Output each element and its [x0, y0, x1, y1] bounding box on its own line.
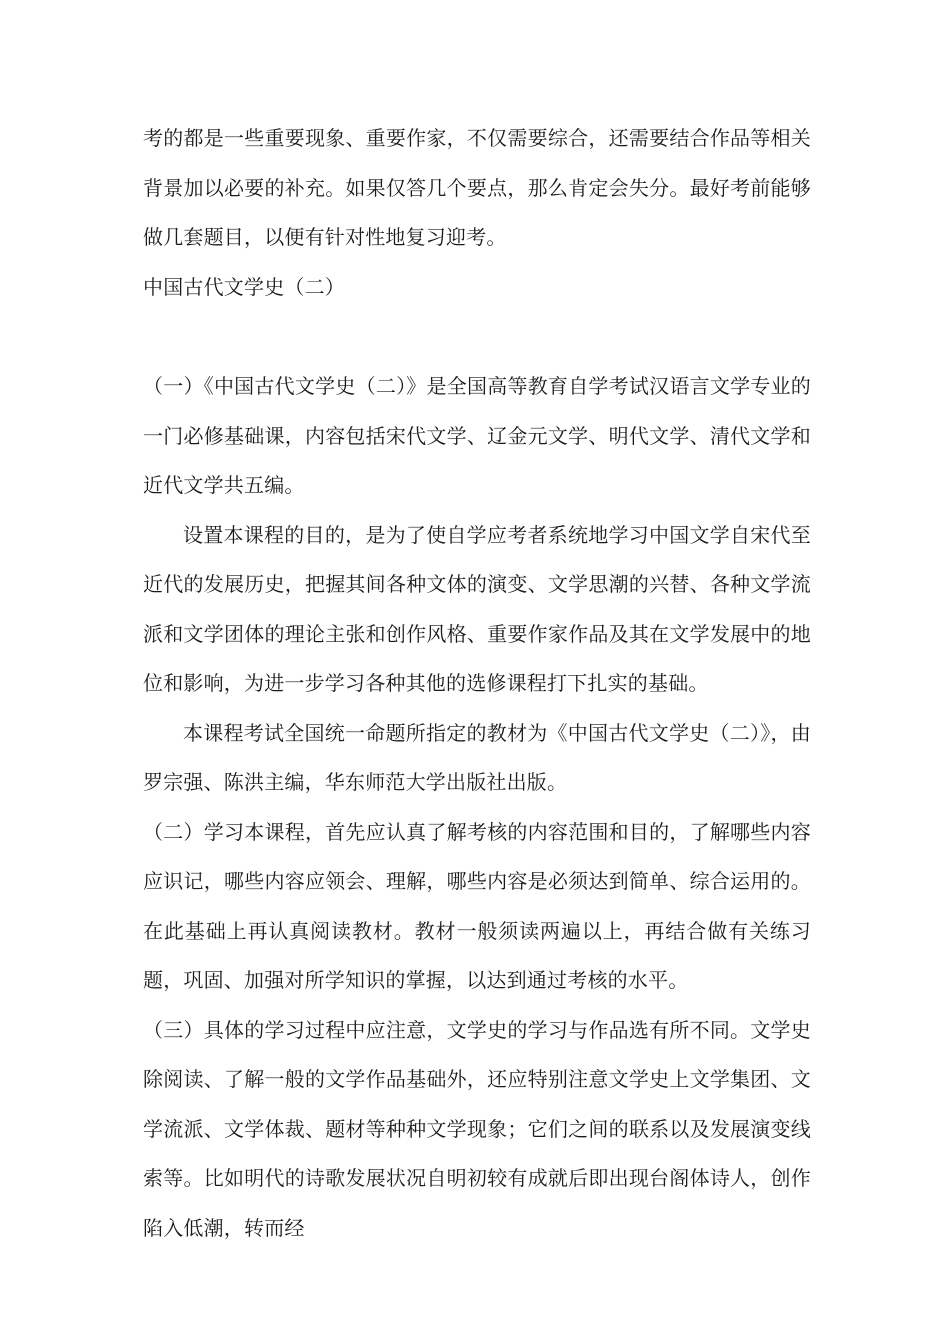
paragraph-textbook: 本课程考试全国统一命题所指定的教材为《中国古代文学史（二）》，由罗宗强、陈洪主编，华东师范大学出版社出版。: [143, 720, 811, 794]
paragraph-continuation: 考的都是一些重要现象、重要作家，不仅需要综合，还需要结合作品等相关背景加以必要的补充。如果仅答几个要点，那么肯定会失分。最好考前能够做几套题目，以便有针对性地复习迎考。: [143, 126, 811, 249]
blank-line: [143, 312, 811, 362]
paragraph-attention: （三）具体的学习过程中应注意，文学史的学习与作品选有所不同。文学史除阅读、了解一般的文学作品基础外，还应特别注意文学史上文学集团、文学流派、文学体裁、题材等种种文学现象；它们之间的联系以及发展演变线索等。比如明代的诗歌发展状况自明初较有成就后即出现台阁体诗人，创作陷入低潮，转而经: [143, 1017, 811, 1240]
paragraph-study-method: （二）学习本课程，首先应认真了解考核的内容范围和目的，了解哪些内容应识记，哪些内容应领会、理解，哪些内容是必须达到简单、综合运用的。在此基础上再认真阅读教材。教材一般须读两遍以上，再结合做有关练习题，巩固、加强对所学知识的掌握，以达到通过考核的水平。: [143, 819, 811, 992]
document-body: [143, 114, 811, 1253]
paragraph-intro: （一）《中国古代文学史（二）》是全国高等教育自学考试汉语言文学专业的一门必修基础课，内容包括宋代文学、辽金元文学、明代文学、清代文学和近代文学共五编。: [143, 374, 811, 497]
section-title: 中国古代文学史（二）: [143, 274, 345, 299]
paragraph-purpose: 设置本课程的目的，是为了使自学应考者系统地学习中国文学自宋代至近代的发展历史，把握其间各种文体的演变、文学思潮的兴替、各种文学流派和文学团体的理论主张和创作风格、重要作家作品及其在文学发展中的地位和影响，为进一步学习各种其他的选修课程打下扎实的基础。: [143, 522, 811, 695]
